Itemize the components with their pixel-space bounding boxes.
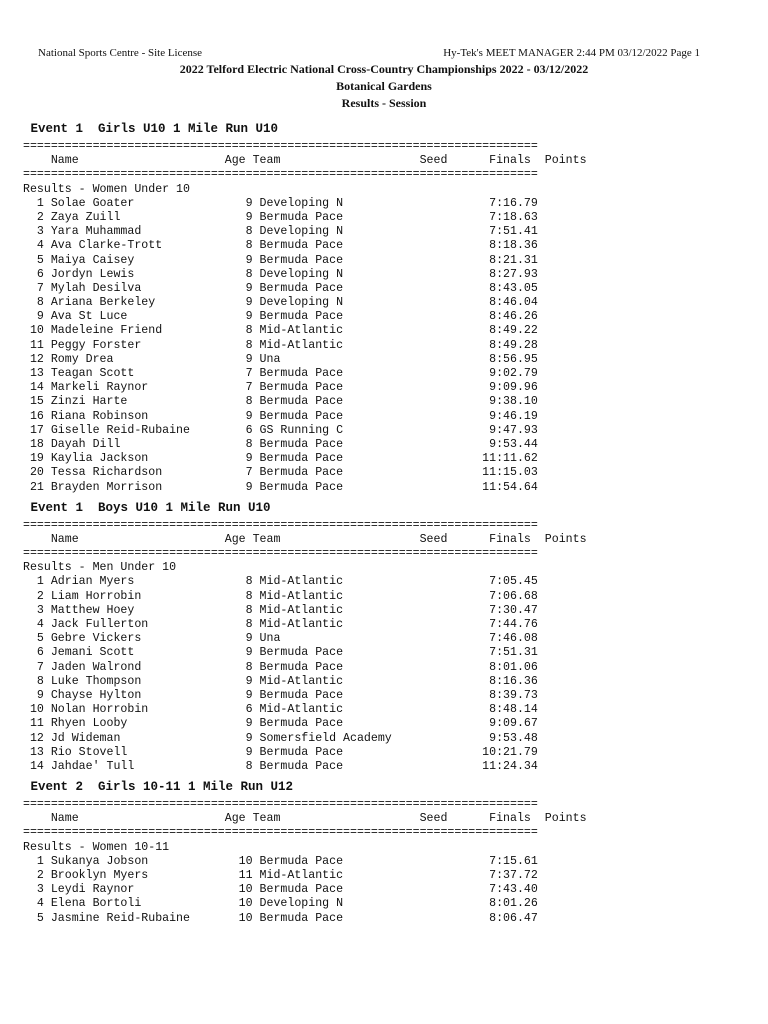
result-row: 2 Zaya Zuill 9 Bermuda Pace 7:18.63 <box>23 210 538 224</box>
result-row: 19 Kaylia Jackson 9 Bermuda Pace 11:11.62 <box>23 452 538 466</box>
result-row: 5 Jasmine Reid-Rubaine 10 Bermuda Pace 8:06.47 <box>23 911 538 925</box>
result-row: 1 Solae Goater 9 Developing N 7:16.79 <box>23 196 538 210</box>
result-row: 11 Rhyen Looby 9 Bermuda Pace 9:09.67 <box>23 717 538 731</box>
meet-manager-info: Hy-Tek's MEET MANAGER 2:44 PM 03/12/2022 Page 1 <box>443 47 700 59</box>
result-row: 15 Zinzi Harte 8 Bermuda Pace 9:38.10 <box>23 395 538 409</box>
meet-title: 2022 Telford Electric National Cross-Country Championships 2022 - 03/12/2022 <box>179 62 589 76</box>
result-row: 13 Rio Stovell 9 Bermuda Pace 10:21.79 <box>23 745 538 759</box>
result-row: 17 Giselle Reid-Rubaine 6 GS Running C 9:47.93 <box>23 423 538 437</box>
result-row: 4 Elena Bortoli 10 Developing N 8:01.26 <box>23 897 538 911</box>
separator: ========================================================================== <box>23 140 538 153</box>
result-row: 1 Adrian Myers 8 Mid-Atlantic 7:05.45 <box>23 575 538 589</box>
column-header: Name Age Team Seed Finals Points <box>23 812 587 826</box>
session-title: Results - Session <box>341 96 427 110</box>
result-row: 12 Romy Drea 9 Una 8:56.95 <box>23 352 538 366</box>
result-row: 20 Tessa Richardson 7 Bermuda Pace 11:15.03 <box>23 466 538 480</box>
result-row: 9 Ava St Luce 9 Bermuda Pace 8:46.26 <box>23 310 538 324</box>
division-label: Results - Women 10-11 <box>23 840 170 854</box>
result-row: 3 Yara Muhammad 8 Developing N 7:51.41 <box>23 225 538 239</box>
results-listing <box>23 116 623 926</box>
separator: ========================================================================== <box>23 826 538 840</box>
separator: ========================================================================== <box>23 798 538 812</box>
result-row: 4 Ava Clarke-Trott 8 Bermuda Pace 8:18.36 <box>23 239 538 253</box>
result-row: 14 Jahdae' Tull 8 Bermuda Pace 11:24.34 <box>23 759 538 773</box>
result-row: 11 Peggy Forster 8 Mid-Atlantic 8:49.28 <box>23 338 538 352</box>
result-row: 2 Brooklyn Myers 11 Mid-Atlantic 7:37.72 <box>23 869 538 882</box>
division-label: Results - Men Under 10 <box>23 561 177 575</box>
result-row: 14 Markeli Raynor 7 Bermuda Pace 9:09.96 <box>23 381 538 395</box>
result-row: 8 Ariana Berkeley 9 Developing N 8:46.04 <box>23 296 538 310</box>
event-title: Event 2 Girls 10-11 1 Mile Run U12 <box>23 780 294 795</box>
result-row: 7 Mylah Desilva 9 Bermuda Pace 8:43.05 <box>23 281 538 295</box>
result-row: 5 Gebre Vickers 9 Una 7:46.08 <box>23 632 538 646</box>
event-title: Event 1 Girls U10 1 Mile Run U10 <box>23 122 279 136</box>
separator: ========================================================================== <box>23 168 538 182</box>
result-row: 1 Sukanya Jobson 10 Bermuda Pace 7:15.61 <box>23 854 538 868</box>
result-row: 2 Liam Horrobin 8 Mid-Atlantic 7:06.68 <box>23 589 538 603</box>
result-row: 12 Jd Wideman 9 Somersfield Academy 9:53.48 <box>23 731 538 745</box>
result-row: 4 Jack Fullerton 8 Mid-Atlantic 7:44.76 <box>23 618 538 631</box>
column-header: Name Age Team Seed Finals Points <box>23 154 587 168</box>
result-row: 9 Chayse Hylton 9 Bermuda Pace 8:39.73 <box>23 688 538 702</box>
result-row: 18 Dayah Dill 8 Bermuda Pace 9:53.44 <box>23 437 538 451</box>
column-header: Name Age Team Seed Finals Points <box>23 532 587 546</box>
result-row: 10 Nolan Horrobin 6 Mid-Atlantic 8:48.14 <box>23 703 538 717</box>
separator: ========================================================================== <box>23 518 538 532</box>
result-row: 13 Teagan Scott 7 Bermuda Pace 9:02.79 <box>23 367 538 380</box>
division-label: Results - Women Under 10 <box>23 182 190 196</box>
venue-title: Botanical Gardens <box>336 79 432 93</box>
result-row: 3 Matthew Hoey 8 Mid-Atlantic 7:30.47 <box>23 603 538 617</box>
result-row: 6 Jordyn Lewis 8 Developing N 8:27.93 <box>23 267 538 281</box>
event-title: Event 1 Boys U10 1 Mile Run U10 <box>23 500 271 515</box>
site-license: National Sports Centre - Site License <box>38 47 203 59</box>
result-row: 21 Brayden Morrison 9 Bermuda Pace 11:54.64 <box>23 480 538 494</box>
result-row: 6 Jemani Scott 9 Bermuda Pace 7:51.31 <box>23 646 538 660</box>
result-row: 5 Maiya Caisey 9 Bermuda Pace 8:21.31 <box>23 253 538 267</box>
result-row: 7 Jaden Walrond 8 Bermuda Pace 8:01.06 <box>23 660 538 674</box>
separator: ========================================================================== <box>23 547 538 561</box>
result-row: 16 Riana Robinson 9 Bermuda Pace 9:46.19 <box>23 409 538 423</box>
result-row: 10 Madeleine Friend 8 Mid-Atlantic 8:49.22 <box>23 324 538 338</box>
result-row: 8 Luke Thompson 9 Mid-Atlantic 8:16.36 <box>23 674 538 688</box>
result-row: 3 Leydi Raynor 10 Bermuda Pace 7:43.40 <box>23 883 538 897</box>
